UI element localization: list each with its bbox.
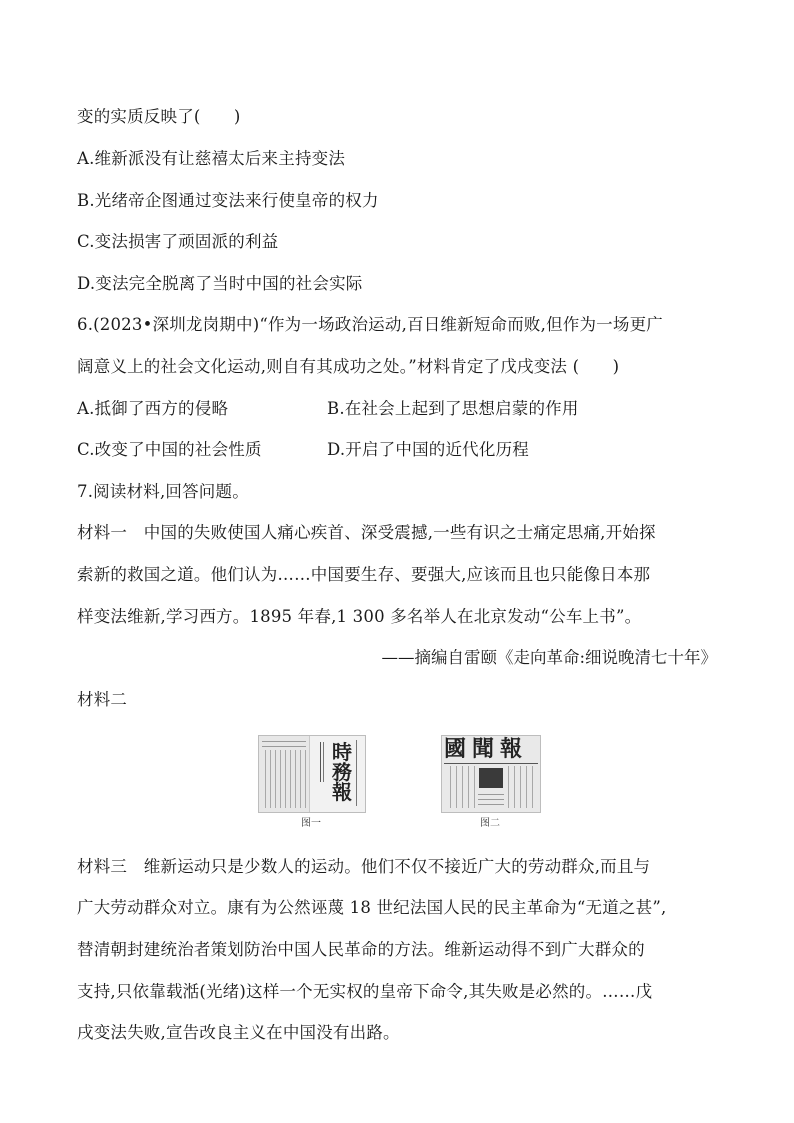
question-5-stem-end: 变的实质反映了( ) [77, 107, 241, 126]
option-5b: B.光绪帝企图通过变法来行使皇帝的权力 [77, 191, 379, 210]
question-7-stem: 7.阅读材料,回答问题。 [77, 482, 249, 501]
option-5c: C.变法损害了顽固派的利益 [77, 232, 279, 251]
material-3-line-5: 戌变法失败,宣告改良主义在中国没有出路。 [77, 1023, 400, 1042]
option-5a: A.维新派没有让慈禧太后来主持变法 [77, 149, 346, 168]
material-3-line-1: 材料三 维新运动只是少数人的运动。他们不仅不接近广大的劳动群众,而且与 [77, 857, 651, 876]
option-6a: A.抵御了西方的侵略 [77, 399, 229, 418]
material-1-line-1: 材料一 中国的失败使国人痛心疾首、深受震撼,一些有识之士痛定思痛,开始探 [77, 523, 656, 542]
material-1-line-2: 索新的救国之道。他们认为……中国要生存、要强大,应该而且也只能像日本那 [77, 565, 651, 584]
material-2-label: 材料二 [77, 690, 128, 709]
option-5d: D.变法完全脱离了当时中国的社会实际 [77, 274, 363, 293]
option-6d: D.开启了中国的近代化历程 [327, 440, 529, 459]
figure-2-masthead: 國聞報 [444, 736, 529, 762]
question-6-line-2: 阔意义上的社会文化运动,则自有其成功之处。”材料肯定了戊戌变法 ( ) [77, 357, 620, 376]
figure-2-caption: 图二 [480, 818, 500, 829]
figure-1-left-page [259, 736, 310, 812]
material-1-line-3: 样变法维新,学习西方。1895 年春,1 300 多名举人在北京发动“公车上书”。 [77, 607, 642, 626]
figure-1-newspaper-image [258, 735, 366, 813]
material-1-source: ——摘编自雷颐《走向革命:细说晚清七十年》 [381, 648, 717, 667]
material-3-line-4: 支持,只依靠载湉(光绪)这样一个无实权的皇帝下命令,其失败是必然的。……戊 [77, 982, 653, 1001]
figure-1-right-page [310, 736, 365, 812]
option-6c: C.改变了中国的社会性质 [77, 440, 262, 459]
figure-2-newspaper-image [441, 735, 541, 813]
material-3-line-2: 广大劳动群众对立。康有为公然诬蔑 18 世纪法国人民的民主革命为“无道之甚”, [77, 898, 667, 917]
question-6-line-1: 6.(2023•深圳龙岗期中)“作为一场政治运动,百日维新短命而败,但作为一场更广 [77, 315, 663, 334]
option-6b: B.在社会上起到了思想启蒙的作用 [327, 399, 579, 418]
figure-1-caption: 图一 [301, 818, 321, 829]
figure-1-masthead: 時務報 [332, 740, 352, 804]
material-3-line-3: 替清朝封建统治者策划防治中国人民革命的方法。维新运动得不到广大群众的 [77, 940, 645, 959]
